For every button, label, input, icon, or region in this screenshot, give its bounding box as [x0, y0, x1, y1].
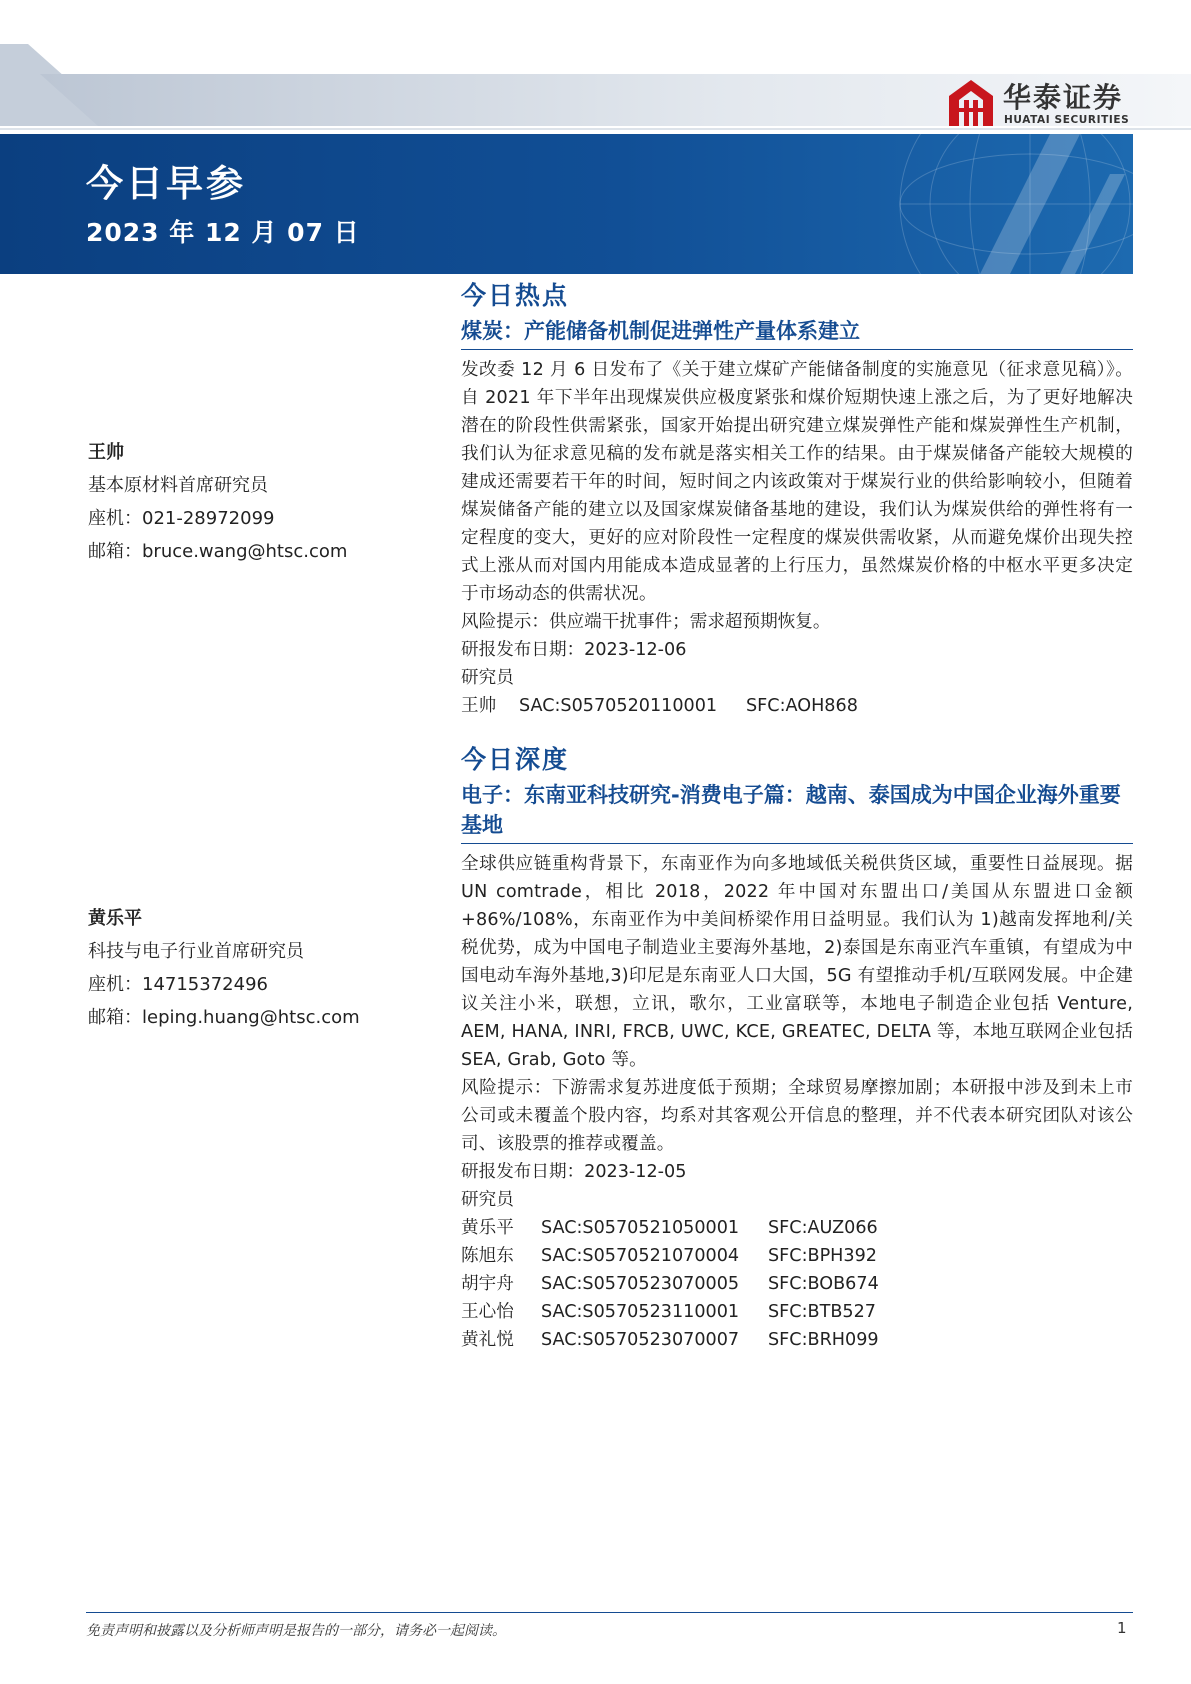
analyst-name: 王帅: [88, 442, 124, 463]
huatai-logo: [946, 76, 1136, 130]
researcher-name: 陈旭东: [461, 1246, 514, 1266]
footer-disclaimer: 免责声明和披露以及分析师声明是报告的一部分，请务必一起阅读。: [86, 1623, 506, 1639]
researcher-row: [461, 1242, 1133, 1270]
researcher-sac: SAC:S0570523110001: [541, 1302, 740, 1322]
researcher-sfc: SFC:AUZ066: [768, 1218, 878, 1238]
researcher-sfc: SFC:BOB674: [768, 1274, 879, 1294]
researcher-name: 胡宇舟: [461, 1274, 514, 1294]
analyst-phone: 座机：14715372496: [88, 974, 268, 995]
article-body: 全球供应链重构背景下，东南亚作为向多地域低关税供货区域，重要性日益展现。据 UN comtrade，相比 2018，2022 年中国对东盟出口/美国从东盟进口金额+86%/108%，东南亚作为中美间桥梁作用日益明显。我们认为 1)越南发挥地利/关税优势，成为中国电子制造业主要海外基地，2)泰国是东南亚汽车重镇，有望成为中国电动车海外基地,3)印尼是东南亚人口大国，5G 有望推动手机/互联网发展。中企建议关注小米，联想，立讯，歌尔，工业富联等，本地电子制造企业包括 Venture, AEM, HANA, INRI, FRCB, UWC, KCE, GREATEC, DELTA 等，本地互联网企业包括 SEA, Grab, Goto 等。: [461, 854, 1133, 1070]
risk-note: 风险提示：下游需求复苏进度低于预期；全球贸易摩擦加剧；本研报中涉及到未上市公司或未覆盖个股内容，均系对其客观公开信息的整理，并不代表本研究团队对该公司、该股票的推荐或覆盖。: [461, 1078, 1133, 1154]
article-body: 发改委 12 月 6 日发布了《关于建立煤矿产能储备制度的实施意见（征求意见稿）》。自 2021 年下半年出现煤炭供应极度紧张和煤价短期快速上涨之后，为了更好地解决潜在的阶段性供需紧张，国家开始提出研究建立煤炭弹性产能和煤炭弹性生产机制，我们认为征求意见稿的发布就是落实相关工作的结果。由于煤炭储备产能较大规模的建成还需要若干年的时间，短时间之内该政策对于煤炭行业的供给影响较小，但随着煤炭储备产能的建立以及国家煤炭储备基地的建设，我们认为煤炭供给的弹性将有一定程度的变大，更好的应对阶段性一定程度的煤炭供需收紧，从而避免煤价出现失控式上涨从而对国内用能成本造成显著的上行压力，虽然煤炭价格的中枢水平更多决定于市场动态的供需状况。: [461, 360, 1133, 604]
researcher-sac: SAC:S0570521070004: [541, 1246, 740, 1266]
analyst-title: 基本原材料首席研究员: [88, 475, 268, 496]
researcher-sfc: SFC:AOH868: [746, 696, 858, 716]
researcher-sac: SAC:S0570523070005: [541, 1274, 740, 1294]
researcher-sfc: SFC:BTB527: [768, 1302, 876, 1322]
researcher-name: 王帅: [461, 696, 497, 716]
researcher-sac: SAC:S0570521050001: [541, 1218, 740, 1238]
report-date: 2023 年 12 月 07 日: [86, 218, 360, 247]
researcher-sac: SAC:S0570520110001: [519, 696, 718, 716]
researcher-sfc: SFC:BRH099: [768, 1330, 879, 1350]
researcher-label: 研究员: [461, 1190, 514, 1210]
analyst-email[interactable]: 邮箱：bruce.wang@htsc.com: [88, 541, 348, 562]
researcher-row: [461, 1298, 1133, 1326]
researcher-sfc: SFC:BPH392: [768, 1246, 877, 1266]
analyst-card: [88, 436, 418, 568]
researcher-row: [461, 1326, 1133, 1354]
section-title-deep: 今日深度: [461, 745, 570, 774]
publish-date: 研报发布日期：2023-12-05: [461, 1162, 687, 1182]
analyst-email[interactable]: 邮箱：leping.huang@htsc.com: [88, 1007, 360, 1028]
analyst-name: 黄乐平: [88, 908, 142, 929]
researcher-row: [461, 1214, 1133, 1242]
footer-divider: [86, 1612, 1133, 1613]
researcher-sac: SAC:S0570523070007: [541, 1330, 740, 1350]
risk-note: 风险提示：供应端干扰事件；需求超预期恢复。: [461, 612, 831, 632]
main-content: [461, 276, 1133, 1354]
page-title: 今日早参: [86, 162, 246, 205]
analyst-card: [88, 902, 418, 1034]
analyst-title: 科技与电子行业首席研究员: [88, 941, 304, 962]
publish-date: 研报发布日期：2023-12-06: [461, 640, 687, 660]
logo-text-cn: 华泰证券: [1003, 81, 1124, 114]
logo-text-en: HUATAI SECURITIES: [1004, 114, 1130, 126]
article-title-electronics[interactable]: 电子：东南亚科技研究-消费电子篇：越南、泰国成为中国企业海外重要基地: [461, 780, 1133, 844]
analyst-phone: 座机：021-28972099: [88, 508, 275, 529]
researcher-row: [461, 692, 1133, 720]
researcher-label: 研究员: [461, 668, 514, 688]
researcher-name: 王心怡: [461, 1302, 514, 1322]
researcher-name: 黄乐平: [461, 1218, 514, 1238]
section-title-hot: 今日热点: [461, 281, 570, 310]
article-title-coal[interactable]: 煤炭：产能储备机制促进弹性产量体系建立: [461, 316, 1133, 350]
page-number: 1: [1117, 1619, 1127, 1637]
researcher-row: [461, 1270, 1133, 1298]
researcher-name: 黄礼悦: [461, 1330, 514, 1350]
logo-mark-icon: [946, 78, 996, 128]
